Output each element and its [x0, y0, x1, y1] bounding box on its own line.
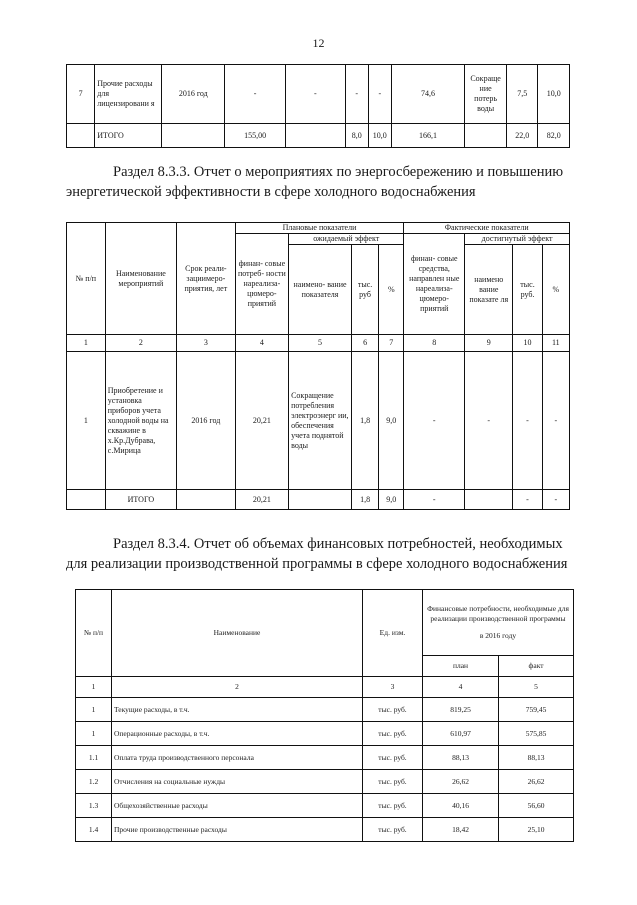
header-thous-2: тыс. руб. [513, 245, 542, 335]
cell-c11: 82,0 [538, 124, 570, 148]
cell-c6: 8,0 [345, 124, 368, 148]
cell-plan: 610,97 [423, 722, 499, 746]
colnum: 4 [235, 335, 288, 352]
cell-c9 [465, 490, 513, 510]
header-pct-2: % [542, 245, 569, 335]
cell-num: 1.3 [76, 794, 112, 818]
cell-thous: 1,8 [351, 490, 378, 510]
cell-fact: 25,10 [499, 818, 574, 842]
header-indicator: наимено- вание показателя [289, 245, 352, 335]
colnum: 1 [76, 677, 112, 698]
cell-term [162, 124, 225, 148]
cell-c4: 155,00 [225, 124, 286, 148]
cell-c9: - [465, 352, 513, 490]
cell-fact: 56,60 [499, 794, 574, 818]
colnum: 2 [112, 677, 363, 698]
financial-table [75, 589, 574, 842]
cell-name: Оплата труда производственного персонала [112, 746, 363, 770]
colnum: 4 [423, 677, 499, 698]
colnum: 1 [67, 335, 106, 352]
header-thous: тыс. руб [351, 245, 378, 335]
header-planned: Плановые показатели [235, 223, 404, 234]
cell-name: Текущие расходы, в т.ч. [112, 698, 363, 722]
cell-name: Отчисления на социальные нужды [112, 770, 363, 794]
table-row [67, 352, 570, 490]
cell-indicator: Сокращение потребления электроэнерг ии, обеспечения учета поднятой воды [289, 352, 352, 490]
cell-c5: - [285, 65, 345, 124]
colnum: 7 [379, 335, 404, 352]
cell-c6: - [345, 65, 368, 124]
table-row [76, 722, 574, 746]
header-unit: Ед. изм. [363, 590, 423, 677]
cell-num: 7 [67, 65, 95, 124]
colnum-row [76, 677, 574, 698]
cell-name: Прочие расходы для лицензировани я [95, 65, 162, 124]
cell-plan: 26,62 [423, 770, 499, 794]
colnum-row [67, 335, 570, 352]
header-fin-text: Финансовые потребности, необходимые для реализации производственной программы [427, 604, 569, 623]
cell-fact: 88,13 [499, 746, 574, 770]
header-achieved: достигнутый эффект [465, 234, 570, 245]
page-number: 12 [312, 36, 325, 50]
colnum: 3 [177, 335, 236, 352]
cell-pct: 9,0 [379, 352, 404, 490]
header-name: Наименование мероприятий [105, 223, 176, 335]
cell-unit: тыс. руб. [363, 818, 423, 842]
cell-thous: 1,8 [351, 352, 378, 490]
cell-name: ИТОГО [95, 124, 162, 148]
cell-plan: 18,42 [423, 818, 499, 842]
header-pct: % [379, 245, 404, 335]
cell-c7: 10,0 [368, 124, 391, 148]
cell-term: 2016 год [162, 65, 225, 124]
cell-num: 1 [76, 722, 112, 746]
section-834-line1: Раздел 8.3.4. Отчет об объемах финансовых потребностей, необходимых [113, 536, 563, 552]
cell-c7: - [368, 65, 391, 124]
cell-c10: - [513, 490, 542, 510]
cell-c8: 74,6 [391, 65, 464, 124]
cell-c10: 7,5 [507, 65, 538, 124]
header-indicator-2: наимено вание показате ля [465, 245, 513, 335]
table-row [76, 746, 574, 770]
table-row [76, 698, 574, 722]
cell-fact: 575,85 [499, 722, 574, 746]
cell-num [67, 124, 95, 148]
cell-c10: 22,0 [507, 124, 538, 148]
section-833-line1: Раздел 8.3.3. Отчет о мероприятиях по энергосбережению и повышению [113, 164, 564, 180]
table-row [76, 794, 574, 818]
colnum: 9 [465, 335, 513, 352]
total-row [67, 490, 570, 510]
cell-fact: 759,45 [499, 698, 574, 722]
header-fin [423, 590, 574, 656]
cell-fin: 20,21 [235, 352, 288, 490]
cell-c8: 166,1 [391, 124, 464, 148]
cell-num: 1 [76, 698, 112, 722]
cell-name: ИТОГО [105, 490, 176, 510]
cell-plan: 40,16 [423, 794, 499, 818]
cell-c8: - [404, 352, 465, 490]
cell-num: 1.1 [76, 746, 112, 770]
cell-c11: - [542, 352, 569, 490]
cell-term [177, 490, 236, 510]
cell-unit: тыс. руб. [363, 698, 423, 722]
header-num: № п/п [76, 590, 112, 677]
cell-c10: - [513, 352, 542, 490]
cell-fact: 26,62 [499, 770, 574, 794]
colnum: 10 [513, 335, 542, 352]
cell-unit: тыс. руб. [363, 770, 423, 794]
cell-indicator [289, 490, 352, 510]
header-fin-fact: финан- совые средства, направлен ные нареализа- цюмеро- приятий [404, 234, 465, 335]
table-row [67, 124, 570, 148]
header-row [67, 223, 570, 234]
cell-name: Прочие производственные расходы [112, 818, 363, 842]
colnum: 3 [363, 677, 423, 698]
cell-num: 1.4 [76, 818, 112, 842]
header-fact: факт [499, 656, 574, 677]
top-table [66, 64, 570, 148]
cell-c5 [285, 124, 345, 148]
header-name: Наименование [112, 590, 363, 677]
cell-name: Общехозяйственные расходы [112, 794, 363, 818]
cell-c11: - [542, 490, 569, 510]
cell-c9: Сокраще ние потерь воды [465, 65, 507, 124]
cell-pct: 9,0 [379, 490, 404, 510]
section-833-heading [113, 162, 563, 182]
cell-name: Операционные расходы, в т.ч. [112, 722, 363, 746]
header-row [76, 590, 574, 656]
cell-unit: тыс. руб. [363, 794, 423, 818]
colnum: 11 [542, 335, 569, 352]
section-834-line2: для реализации производственной программы в сфере холодного водоснабжения [66, 556, 568, 572]
section-833-heading-line2 [66, 182, 476, 202]
header-num: № п/п [67, 223, 106, 335]
measures-table [66, 222, 570, 510]
cell-fin: 20,21 [235, 490, 288, 510]
section-834-heading-line2 [66, 554, 567, 574]
cell-unit: тыс. руб. [363, 746, 423, 770]
cell-name: Приобретение и установка приборов учета холодной воды на скважине в х.Кр.Дубрава, с.Мирица [105, 352, 176, 490]
cell-c4: - [225, 65, 286, 124]
colnum: 8 [404, 335, 465, 352]
cell-num: 1.2 [76, 770, 112, 794]
header-actual: Фактические показатели [404, 223, 570, 234]
table-row [76, 818, 574, 842]
header-fin-plan: финан- совые потреб- ности нареализа- цюмеро- приятий [235, 234, 288, 335]
cell-num: 1 [67, 352, 106, 490]
section-834-heading [113, 534, 563, 554]
colnum: 2 [105, 335, 176, 352]
header-term: Срок реали- зациимеро- приятия, лет [177, 223, 236, 335]
colnum: 5 [289, 335, 352, 352]
cell-c11: 10,0 [538, 65, 570, 124]
header-year: в 2016 году [479, 631, 517, 641]
header-plan: план [423, 656, 499, 677]
cell-num [67, 490, 106, 510]
table-row [67, 65, 570, 124]
cell-unit: тыс. руб. [363, 722, 423, 746]
cell-c8: - [404, 490, 465, 510]
section-833-line2: энергетической эффективности в сфере холодного водоснабжения [66, 184, 476, 200]
colnum: 5 [499, 677, 574, 698]
header-expected: ожидаемый эффект [289, 234, 404, 245]
cell-term: 2016 год [177, 352, 236, 490]
cell-c9 [465, 124, 507, 148]
cell-plan: 88,13 [423, 746, 499, 770]
table-row [76, 770, 574, 794]
colnum: 6 [351, 335, 378, 352]
cell-plan: 819,25 [423, 698, 499, 722]
